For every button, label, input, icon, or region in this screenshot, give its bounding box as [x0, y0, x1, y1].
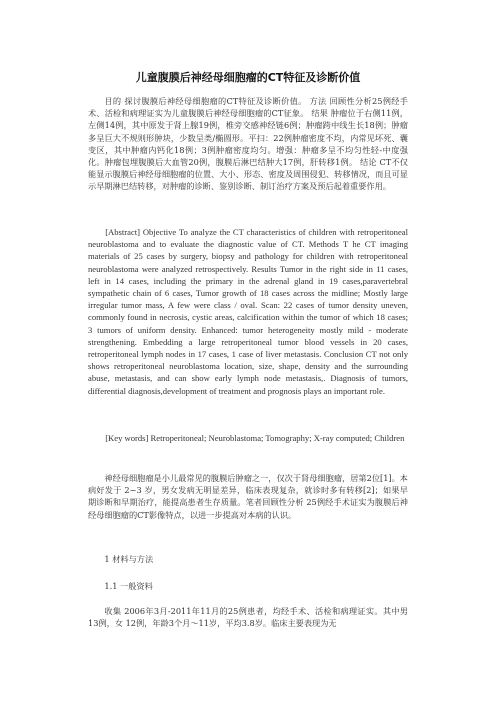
- abstract-chinese: 目的 探讨腹膜后神经母细胞瘤的CT特征及诊断价值。 方法 回顾性分析25例经手术、活检和病理证实为儿童腹膜后神经母细胞瘤的CT征象。 结果 肿瘤位于右侧11例，左侧14例，其中原发于肾上腺19例，椎旁交感神经链6例；肿瘤跨中线生长18例；肿瘤多呈巨大不规则形肿块，少数呈类/椭圆形。平扫：22例肿瘤密度不均，内常见坏死、囊变区，其中肿瘤内钙化18例；3例肿瘤密度均匀。增强：肿瘤多呈不均匀性轻-中度强化。肿瘤包埋腹膜后大血管20例，腹膜后淋巴结肿大17例，肝转移1例。 结论 CT不仅能显示腹膜后神经母细胞瘤的位置、大小、形态、密度及周围侵犯、转移情况，而且可显示早期淋巴结转移，对肿瘤的诊断、鉴别诊断、制订治疗方案及预后起着重要作用。: [88, 96, 408, 192]
- subsection-heading-general-data: 1.1 一般资料: [104, 581, 153, 591]
- document-title: 儿童腹膜后神经母细胞瘤的CT特征及诊断价值: [135, 71, 361, 84]
- section-heading-materials-methods: 1 材料与方法: [104, 554, 154, 564]
- keywords-english: [Key words] Retroperitoneal; Neuroblastoma; Tomography; X-ray computed; Children: [105, 433, 405, 443]
- abstract-english: [Abstract] Objective To analyze the CT characteristics of children with retroperitoneal neuroblastoma and to evaluate the diagnostic value of CT. Methods T he CT imaging materials of 25 cases by surgery, biopsy and pathology for children with retroperitoneal neuroblastoma were analyzed retrospectively. Results Tumor in the right side in 11 cases, left in 14 cases, including the primary in the adrenal gland in 19 cases,paravertebral sympathetic chain of 6 cases, Tumor growth of 18 cases across the midline; Mostly large irregular tumor mass, A few were class / oval. Scan: 22 cases of tumor density uneven, commonly found in necrosis, cystic areas, calcification within the tumor of which 18 cases; 3 tumors of uniform density. Enhanced: tumor heterogeneity mostly mild - moderate strengthening. Embedding a large retroperitoneal tumor blood vessels in 20 cases, retroperitoneal lymph nodes in 17 cases, 1 case of liver metastasis. Conclusion CT not only shows retroperitoneal neuroblastoma location, size, shape, density and the surrounding abuse, metastasis, and can show early lymph node metastasis,. Diagnosis of tumors, differential diagnosis,development of treatment and prognosis plays an important role.: [88, 227, 408, 396]
- introduction-paragraph: 神经母细胞瘤是小儿最常见的腹膜后肿瘤之一，仅次于肾母细胞瘤，居第2位[1]。本病好发于 2~3 岁，男女发病无明显差异，临床表现复杂，就诊时多有转移[2]；如果早期诊断和早期治疗，能提高患者生存质量。笔者回顾性分析 25例经手术证实为腹膜后神经母细胞瘤的CT影像特点，以进一步提高对本病的认识。: [88, 473, 408, 520]
- materials-paragraph: 收集 2006年3月-2011年11月的25例患者，均经手术、活检和病理证实。其中男 13例，女 12例，年龄3个月～11岁，平均3.8岁。临床主要表现为无: [88, 606, 408, 629]
